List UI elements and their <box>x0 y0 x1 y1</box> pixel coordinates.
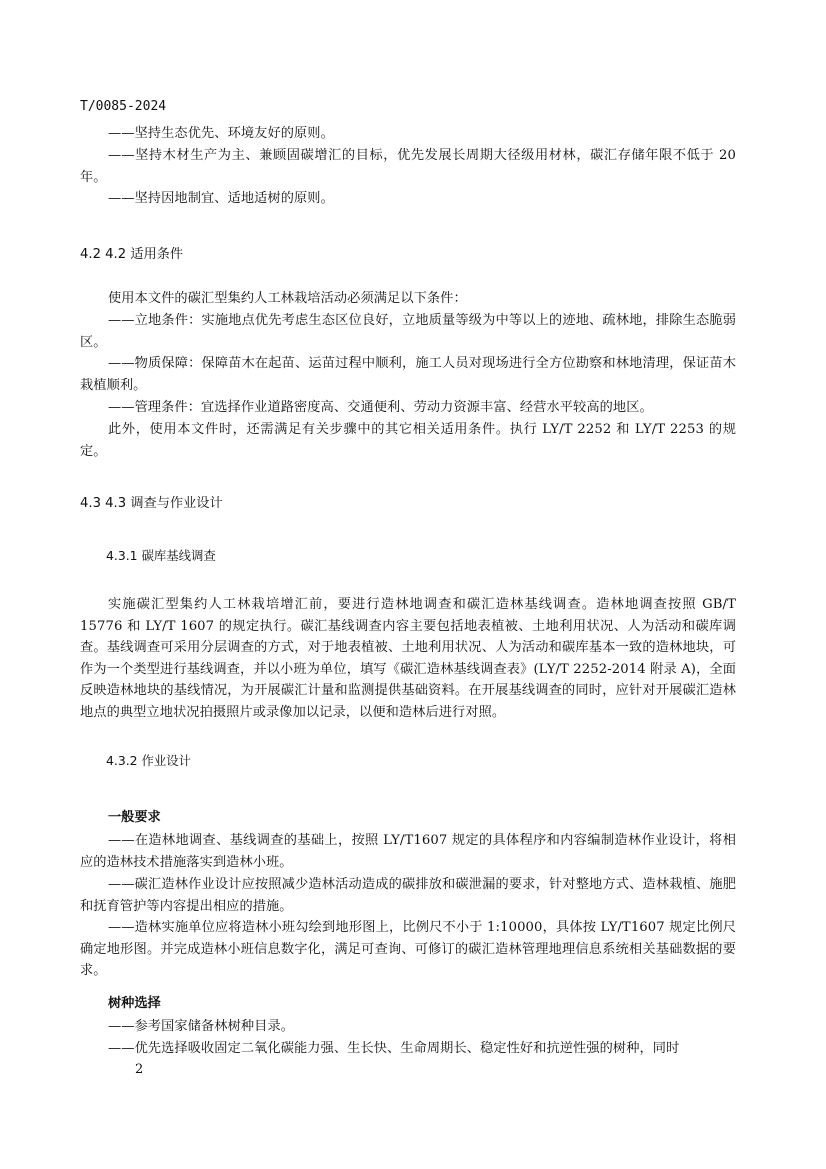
conditions-extra: 此外，使用本文件时，还需满足有关步骤中的其它相关适用条件。执行 LY/T 2252 和 LY/T 2253 的规定。 <box>80 422 736 459</box>
principle-2: ——坚持木材生产为主、兼顾固碳增汇的目标，优先发展长周期大径级用材林，碳汇存储年限不低于 20 年。 <box>80 148 736 185</box>
condition-site: ——立地条件：实施地点优先考虑生态区位良好，立地质量等级为中等以上的迹地、疏林地，排除生态脆弱区。 <box>80 313 736 350</box>
principle-1: ——坚持生态优先、环境友好的原则。 <box>108 126 334 141</box>
general-req-1: ——在造林地调查、基线调查的基础上，按照 LY/T1607 规定的具体程序和内容编制造林作业设计，将相应的造林技术措施落实到造林小班。 <box>80 833 736 870</box>
section-4-2-heading: 4.2 4.2 适用条件 <box>80 247 184 262</box>
condition-management: ——管理条件：宜选择作业道路密度高、交通便利、劳动力资源丰富、经营水平较高的地区。 <box>108 400 653 415</box>
section-4-3-heading: 4.3 4.3 调查与作业设计 <box>80 496 223 511</box>
general-req-2: ——碳汇造林作业设计应按照减少造林活动造成的碳排放和碳泄漏的要求，针对整地方式、造林栽植、施肥和抚育管护等内容提出相应的措施。 <box>80 877 736 914</box>
species-item-2: ——优先选择吸收固定二氧化碳能力强、生长快、生命周期长、稳定性好和抗逆性强的树种，同时 <box>108 1041 680 1056</box>
general-requirements-heading: 一般要求 <box>108 810 161 825</box>
section-4-3-1-heading: 4.3.1 碳库基线调查 <box>106 548 216 563</box>
page-number: 2 <box>135 1062 144 1077</box>
species-item-1: ——参考国家储备林树种目录。 <box>108 1019 295 1034</box>
document-number: T/0085-2024 <box>80 99 167 114</box>
conditions-intro: 使用本文件的碳汇型集约人工林栽培活动必须满足以下条件： <box>108 291 467 306</box>
general-req-3: ——造林实施单位应将造林小班勾绘到地形图上，比例尺不小于 1:10000，具体按 LY/T1607 规定比例尺确定地形图。并完成造林小班信息数字化，满足可查询、可修订的碳汇造林管理地理信息系统相关基础数据的要求。 <box>80 920 736 978</box>
principle-3: ——坚持因地制宜、适地适树的原则。 <box>108 191 334 206</box>
baseline-survey-paragraph: 实施碳汇型集约人工林栽培增汇前，要进行造林地调查和碳汇造林基线调查。造林地调查按照 GB/T 15776 和 LY/T 1607 的规定执行。碳汇基线调查内容主要包括地表植被、土地利用状况、人为活动和碳库调查。基线调查可采用分层调查的方式，对于地表植被、土地利用状况、人为活动和碳库基本一致的造林地块，可作为一个类型进行基线调查，并以小班为单位，填写《碳汇造林基线调查表》(LY/T 2252-2014 附录 A)，全面反映造林地块的基线情况，为开展碳汇计量和监测提供基础资料。在开展基线调查的同时，应针对开展碳汇造林地点的典型立地状况拍摄照片或录像加以记录，以便和造林后进行对照。 <box>80 597 736 720</box>
species-selection-heading: 树种选择 <box>108 996 161 1011</box>
section-4-3-2-heading: 4.3.2 作业设计 <box>106 753 192 768</box>
condition-material: ——物质保障：保障苗木在起苗、运苗过程中顺利，施工人员对现场进行全方位勘察和林地清理，保证苗木栽植顺利。 <box>80 356 736 393</box>
